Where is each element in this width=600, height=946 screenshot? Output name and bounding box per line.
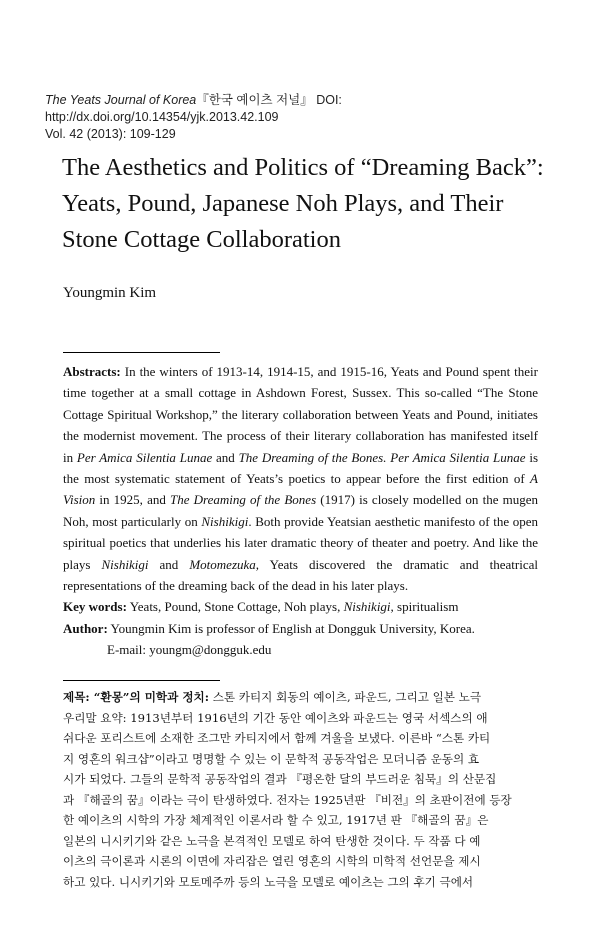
korean-summary xyxy=(63,687,541,892)
abstract-label: Abstracts: xyxy=(63,364,121,379)
korean-line: 이츠의 극이론과 시론의 이면에 자리잡은 열린 영혼의 시학의 미학적 선언문을 제시 xyxy=(63,854,481,868)
author-email: E-mail: youngm@dongguk.edu xyxy=(107,642,272,658)
journal-doi: 『한국 예이츠 저널』 DOI: http://dx.doi.org/10.14354/yjk.2013.42.109 xyxy=(45,93,342,124)
abstract-divider xyxy=(63,352,220,353)
abstract-text: (1917) is closely modelled on the mugen Noh, most particularly on xyxy=(63,492,539,529)
keywords-tail: spiritualism xyxy=(393,599,459,615)
korean-line: 지 영혼의 워크샵”이라고 명명할 수 있는 이 문학적 공동작업은 모더니즘 운동의 효 xyxy=(63,751,480,766)
title-line-2: Yeats, Pound, Japanese Noh Plays, and Their xyxy=(62,190,504,217)
italic-title: Per Amica Silentia Lunae xyxy=(76,449,213,465)
korean-divider xyxy=(63,680,220,681)
title-line-1: The Aesthetics and Politics of “Dreaming Back”: xyxy=(62,154,544,181)
korean-line: 일본의 니시키기와 같은 노극을 본격적인 모델로 하여 탄생한 것이다. 두 작품 다 예 xyxy=(63,833,481,848)
abstract-text: and xyxy=(212,449,239,465)
journal-header xyxy=(45,92,565,143)
keywords xyxy=(63,596,538,617)
keywords-text: Yeats, Pound, Stone Cottage, Noh plays, xyxy=(126,599,344,615)
author-label: Author: xyxy=(63,620,108,636)
abstract-text: is the most systematic statement of Yeats’s poetics to appear before the first edition of xyxy=(63,449,539,487)
korean-text: 스톤 카티지 회동의 예이츠, 파운드, 그리고 일본 노극 xyxy=(209,690,482,704)
korean-line xyxy=(63,687,541,708)
abstract-text: and xyxy=(148,556,190,572)
article-title xyxy=(62,150,562,258)
korean-title-label: 제목: “환몽”의 미학과 정치: xyxy=(63,690,210,704)
italic-title: The Dreaming of the Bones. xyxy=(238,449,387,465)
korean-line: 시가 되었다. 그들의 문학적 공동작업의 결과 『평온한 달의 부드러운 침묵』의 산문집 xyxy=(63,772,497,786)
italic-title: A Vision xyxy=(63,471,538,508)
author-info xyxy=(63,618,538,639)
journal-title: The Yeats Journal of Korea xyxy=(45,93,197,107)
journal-citation xyxy=(45,92,565,126)
korean-line: 하고 있다. 니시키기와 모토메주까 등의 노극을 모델로 예이츠는 그의 후기 극에서 xyxy=(63,874,474,889)
journal-volume: Vol. 42 (2013): 109-129 xyxy=(45,127,176,141)
italic-title: Nishikigi xyxy=(201,513,249,529)
abstract-text: . Both provide Yeatsian aesthetic manifesto of the open spiritual poetics that underlies his later dramatic theory of theater and poetry. And like the plays xyxy=(63,513,538,572)
italic-title: Nishikigi xyxy=(101,556,149,572)
abstract-text: in 1925, and xyxy=(95,492,171,508)
abstract-section xyxy=(63,361,538,661)
italic-title: The Dreaming of the Bones xyxy=(170,492,317,508)
keyword-italic: Nishikigi, xyxy=(343,599,394,615)
italic-title: Motomezuka, xyxy=(189,556,260,572)
italic-title: Per Amica Silentia Lunae xyxy=(390,449,526,465)
title-line-3: Stone Cottage Collaboration xyxy=(62,226,341,253)
korean-line: 한 예이츠의 시학의 가장 체계적인 이론서라 할 수 있고, 1917년 판 『해골의 꿈』은 xyxy=(63,813,489,827)
abstract-text: In the winters of 1913-14, 1914-15, and 1915-16, Yeats and Pound spent their time together at a small cottage in Ashdown Forest, Sussex. This so-called “The Stone Cottage Spiritual Workshop,” the literary collaboration between Yeats and Pound, initiates the modernist movement. The process of their literary collaboration has manifested itself in xyxy=(63,364,538,465)
abstract-paragraph xyxy=(63,361,538,596)
keywords-label: Key words: xyxy=(63,599,127,615)
korean-line: 쉬다운 포리스트에 소재한 조그만 카티지에서 함께 겨울을 보냈다. 이른바 “스톤 카티 xyxy=(63,731,491,745)
author-name: Youngmin Kim xyxy=(63,285,157,301)
author-bio: Youngmin Kim is professor of English at Dongguk University, Korea. xyxy=(107,620,475,636)
korean-line: 우리말 요약: 1913년부터 1916년의 기간 동안 예이츠와 파운드는 영국 서섹스의 애 xyxy=(63,710,488,725)
abstract-text: Yeats discovered the dramatic and theatrical representations of the dreaming back of the dead in his later plays. xyxy=(63,556,538,594)
korean-line: 과 『해골의 꿈』이라는 극이 탄생하였다. 전자는 1925년판 『비전』의 초판이전에 등장 xyxy=(63,792,512,807)
